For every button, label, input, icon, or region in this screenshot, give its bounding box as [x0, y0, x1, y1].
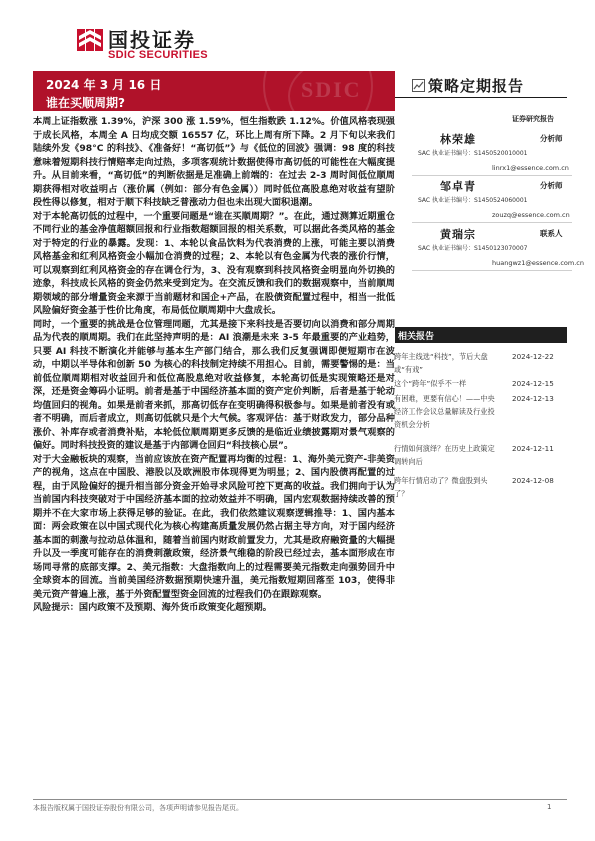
analyst-email[interactable]: zouzq@essence.com.cn: [492, 211, 570, 219]
analyst-card: [412, 226, 585, 272]
related-report-item[interactable]: [394, 350, 569, 376]
chart-icon: [412, 79, 425, 92]
analyst-email[interactable]: huangwz1@essence.com.cn: [492, 259, 585, 267]
analyst-divider: [412, 175, 572, 176]
related-report-date: 2024-12-08: [512, 476, 554, 485]
analyst-divider: [412, 222, 572, 223]
report-title: 谁在买顺周期?: [46, 96, 125, 110]
body-paragraph: 本周上证指数涨 1.39%，沪深 300 涨 1.59%，恒生指数跌 1.12%。价值风格表现强于成长风格，本周全 A 日均成交额 16557 亿，环比上周有所下降。2 月下旬以来我们陆续外发《98°C 的科技》、《准备好！“高切低”》与《低位的回波》强调：98 度的科技意味着短期科技行情赔率走向过热，多项客观统计数据使得市高切低的可能性在大幅度提升。从目前来看，“高切低”的判断依据是足准确上前端的：在过去 2-3 周时间低位顺周期获得相对收益明占（涨价属（例如：部分有色金属））同时低位高股息绝对收益有望阶段性得以修复，相对于顺下科技缺乏普涨动力但也未出现大面积退潮。: [33, 116, 395, 208]
related-reports-title: 相关报告: [398, 332, 435, 342]
page-number: 1: [547, 803, 552, 811]
logo-name-cn: 国投证券: [108, 28, 196, 52]
body-paragraph: 对于大金融板块的观察，当前应该放在资产配置再均衡的过程：1、海外美元资产-非美资产的视角，这点在中国股、港股以及欧洲股市体现得更为明显；2、国内股债再配置的过程，由于风险偏好的提升相当部分资金开始寻求风险可控下更高的收益。我们拥向于认为当前国内科技突破对于中国经济基本面的拉动效益并不明确，国内宏观数据持续改善的预期并不在大家市场上获得足够的验证。在此，我们依然建议观察逻辑推导：1、国内基本面：两会政策在以中国式现代化为核心构建高质量发展仍然占据主导方向，对于国内经济基本面的刺激与拉动总体温和，随着当前国内财政前置发力，尤其是政府融资量的大幅提升以及一季度可能存在的消费刺激政策，经济景气维稳的阶段已经过去，基本面形成在市场同寻常的底部支撑。2、美元指数：大盘指数向上的过程需要美元指数走向强势回升中全球资本的回流。当前美国经济数据预期快速升温，美元指数短期回落至 103，使得非美元资产普遍上涨，基于外资配置型资金回流的过程我们仍在跟踪观察。: [33, 453, 395, 600]
department-label: 证券研究报告: [512, 115, 554, 123]
analyst-divider: [412, 270, 572, 271]
body-paragraph: 对于本轮高切低的过程中，一个重要问题是“谁在买顺周期？”。在此，通过测算近期重仓不同行业的基金净值超额回报和行业指数超额回报的相关系数，可以据此各类风格的基金对于特定的行业的暴露。发现：1、本轮以食品饮料为代表消费的上涨，可能主要以消费风格基金和红利风格资金小幅加仓消费的过程；2、本轮以有色金属为代表的涨价行情，可以观察到红利风格资金的存在调仓行为，3、没有观察到科技风格资金明显向外切换的迹象，科技成长风格的资金仍然来受到定为。在交流反馈和我们的数据观察中，当前顺周期领域的部分增量资金来源于当前题材和国企+产品，在股债资配置过程中，相当一批低风险偏好资金基于性价比角度，布局低位顺周期中大盘成长。: [33, 210, 395, 316]
analyst-sac: SAC 执业证书编号：S1450524060001: [418, 197, 528, 204]
logo-name-en: SDIC SECURITIES: [108, 49, 208, 61]
analyst-role: 分析师: [540, 134, 563, 143]
report-body: [33, 115, 395, 615]
related-report-title[interactable]: 行情如何演绎？在历史上政策定调转向后: [394, 444, 495, 466]
related-report-item[interactable]: [394, 442, 569, 468]
related-report-title[interactable]: 这个“跨年”似乎不一样: [394, 379, 467, 388]
analyst-role: 分析师: [540, 181, 563, 190]
related-report-date: 2024-12-11: [512, 444, 554, 453]
related-report-item[interactable]: [394, 377, 569, 390]
related-report-title[interactable]: 跨年主线选“科技”，节后大盘或“有戏”: [394, 352, 488, 374]
risk-warning: 风险提示：国内政策不及预期、海外货币政策变化超预期。: [33, 602, 272, 613]
report-date: 2024 年 3 月 16 日: [46, 78, 162, 92]
related-report-date: 2024-12-13: [512, 394, 554, 403]
analyst-sac: SAC 执业证书编号：S1450520010001: [418, 150, 528, 157]
analyst-card: [412, 178, 572, 224]
analyst-role: 联系人: [540, 229, 563, 238]
analyst-name: 黄瑞宗: [440, 228, 476, 241]
sdic-logo-icon: [76, 26, 104, 54]
footer-disclaimer: 本报告版权属于国投证券股份有限公司，各项声明请参见报告尾页。: [33, 804, 243, 812]
related-report-item[interactable]: [394, 392, 569, 431]
related-report-date: 2024-12-15: [512, 379, 554, 388]
analyst-name: 邹卓青: [440, 180, 476, 193]
analyst-card: [412, 131, 572, 177]
related-report-title[interactable]: 有困难，更要有信心！——中央经济工作会议总量解读及行业投资机会分析: [394, 394, 495, 429]
company-logo: [76, 22, 206, 66]
header-divider: [395, 97, 567, 98]
footer-divider: [33, 799, 567, 800]
banner-watermark: SDIC: [301, 77, 362, 102]
analyst-email[interactable]: linrx1@essence.com.cn: [492, 164, 569, 172]
related-report-date: 2024-12-22: [512, 352, 554, 361]
title-banner: [33, 71, 395, 111]
body-paragraph: 同时，一个重要的挑战是仓位管理同题，尤其是接下来科技是否要切向以消费和部分周期品为代表的顺周期。我们在此坚持声明的是：AI 浪潮是未来 3-5 年最重要的产业趋势，只要 AI 科技不断演化并能够与基本生产部门结合，那么我们反复强调即便短期市在波动，中期以半导体和创新 50 为核心的科技制定持续不用担心。目前，需要警惕的是：当前低位顺周期相对收益回升和低位高股息绝对收益修复，本轮高切低是实现策略还是对深，还是资金筹码小证明。前者是基于中国经济基本面的资产定价判断，后者是基于轮动均值回归的视角。如果是前者来抓，那高切低存在变明确得积极参与。如果是前者没有或者不明确，而后者成立，则高切低就只是个大气候。客观评估：基于财政发力，部分品种涨价、补库存或者消费补贴，本轮低位顺周期更多反馈的是临近业绩披露期对景气观察的偏好。同时科技投资的建议是基于内部调仓回归“科技核心层”。: [33, 318, 395, 451]
related-reports-header: [395, 327, 567, 343]
analyst-name: 林荣雄: [440, 133, 476, 146]
related-report-title[interactable]: 跨年行情启动了？微盘股到头了？: [394, 476, 488, 498]
related-report-item[interactable]: [394, 474, 569, 500]
report-type: [412, 74, 524, 96]
analyst-sac: SAC 执业证书编号：S1450123070007: [418, 245, 528, 252]
report-type-label: 策略定期报告: [428, 76, 525, 95]
